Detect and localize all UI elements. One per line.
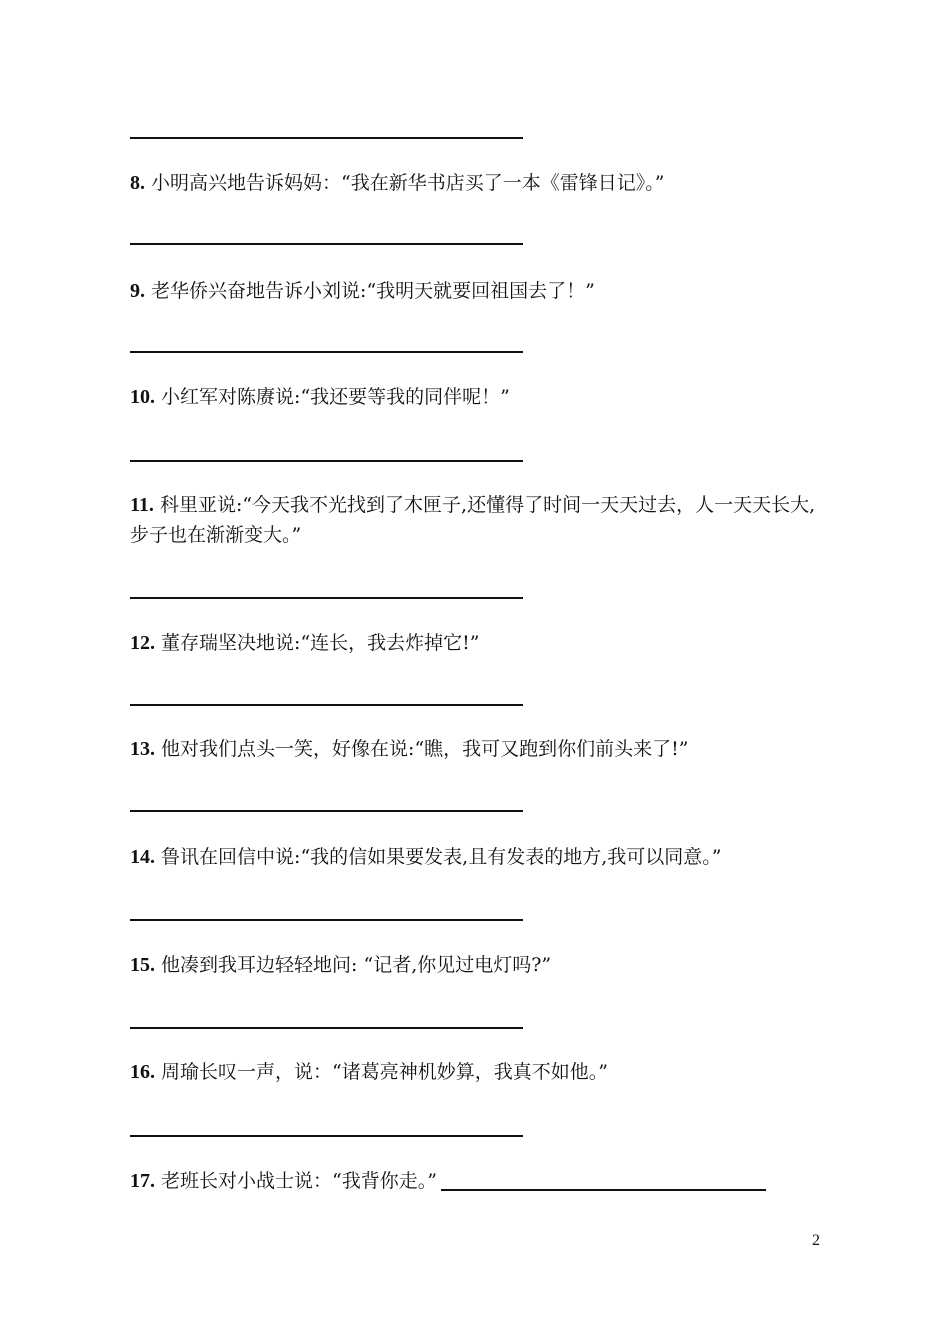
question-9 — [130, 276, 820, 306]
page-number: 2 — [812, 1232, 820, 1249]
question-number: 17. — [130, 1170, 155, 1192]
answer-line — [130, 1027, 523, 1029]
question-text: 董存瑞坚决地说:“连长，我去炸掉它!” — [155, 632, 480, 654]
answer-line — [130, 460, 523, 462]
question-number: 13. — [130, 738, 155, 760]
question-8 — [130, 168, 820, 198]
answer-line — [130, 919, 523, 921]
question-text: 老班长对小战士说：“我背你走。” — [155, 1170, 437, 1192]
answer-line — [130, 810, 523, 812]
question-number: 14. — [130, 846, 155, 868]
question-16 — [130, 1057, 820, 1087]
question-text: 周瑜长叹一声，说：“诸葛亮神机妙算，我真不如他。” — [155, 1061, 608, 1083]
answer-line — [130, 137, 523, 139]
inline-answer-line — [441, 1189, 766, 1191]
question-number: 10. — [130, 386, 155, 408]
question-text: 小红军对陈赓说:“我还要等我的同伴呢！” — [155, 386, 510, 408]
question-17 — [130, 1166, 820, 1196]
answer-line — [130, 351, 523, 353]
question-12 — [130, 628, 820, 658]
answer-line — [130, 1135, 523, 1137]
question-text: 科里亚说:“今天我不光找到了木匣子,还懂得了时间一天天过去，人一天天长大,步子也在渐渐变大。” — [130, 494, 816, 546]
question-text: 他对我们点头一笑，好像在说:“瞧，我可又跑到你们前头来了!” — [155, 738, 689, 760]
question-number: 16. — [130, 1061, 155, 1083]
question-text: 他凑到我耳边轻轻地问: “记者,你见过电灯吗?” — [155, 954, 552, 976]
question-15 — [130, 950, 820, 980]
question-text: 老华侨兴奋地告诉小刘说:“我明天就要回祖国去了！” — [145, 280, 595, 302]
question-11 — [130, 490, 820, 550]
question-10 — [130, 382, 820, 412]
question-13 — [130, 734, 820, 764]
question-number: 8. — [130, 172, 145, 194]
question-number: 11. — [130, 494, 154, 516]
question-number: 15. — [130, 954, 155, 976]
question-number: 9. — [130, 280, 145, 302]
answer-line — [130, 243, 523, 245]
question-text: 小明高兴地告诉妈妈：“我在新华书店买了一本《雷锋日记》。” — [145, 172, 665, 194]
answer-line — [130, 597, 523, 599]
question-number: 12. — [130, 632, 155, 654]
answer-line — [130, 704, 523, 706]
question-14 — [130, 842, 820, 872]
question-text: 鲁讯在回信中说:“我的信如果要发表,且有发表的地方,我可以同意。” — [155, 846, 722, 868]
